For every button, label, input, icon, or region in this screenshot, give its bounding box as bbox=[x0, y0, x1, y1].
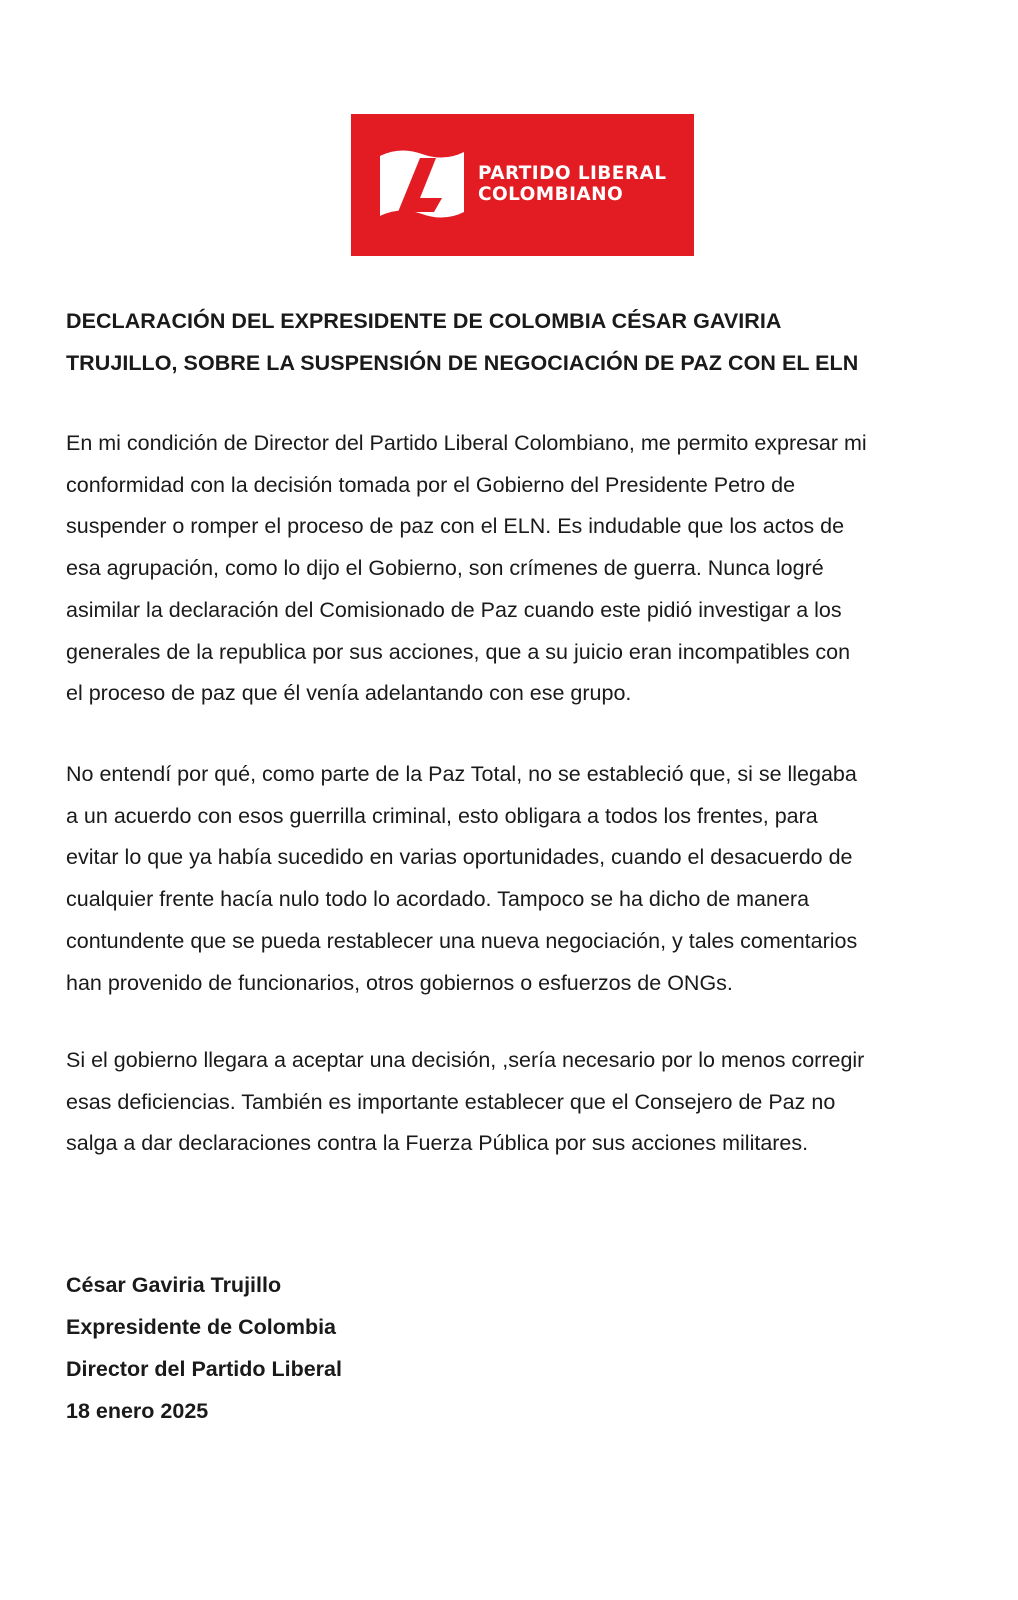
paragraph-2 bbox=[66, 754, 996, 1004]
title-line: DECLARACIÓN DEL EXPRESIDENTE DE COLOMBIA CÉSAR GAVIRIA bbox=[66, 309, 782, 333]
text-line: a un acuerdo con esos guerrilla criminal, esto obligara a todos los frentes, para bbox=[66, 803, 818, 828]
document-title bbox=[66, 300, 966, 384]
paragraph-3 bbox=[66, 1040, 996, 1165]
logo-wordmark bbox=[478, 163, 666, 205]
text-line: cualquier frente hacía nulo todo lo acordado. Tampoco se ha dicho de manera bbox=[66, 887, 810, 912]
text-line: suspender o romper el proceso de paz con el ELN. Es indudable que los actos de bbox=[66, 514, 845, 539]
text-line: salga a dar declaraciones contra la Fuerza Pública por sus acciones militares. bbox=[66, 1131, 809, 1156]
party-logo bbox=[351, 114, 694, 256]
text-line: esa agrupación, como lo dijo el Gobierno, son crímenes de guerra. Nunca logré bbox=[66, 556, 824, 581]
text-line: esas deficiencias. También es importante establecer que el Consejero de Paz no bbox=[66, 1089, 836, 1114]
signatory-role: Expresidente de Colombia bbox=[66, 1315, 337, 1339]
text-line: generales de la republica por sus acciones, que a su juicio eran incompatibles con bbox=[66, 639, 851, 664]
signature-block bbox=[66, 1264, 342, 1432]
flag-icon bbox=[376, 144, 468, 228]
text-line: el proceso de paz que él venía adelantando con ese grupo. bbox=[66, 681, 632, 706]
paragraph-1 bbox=[66, 423, 996, 715]
text-line: contundente que se pueda restablecer una nueva negociación, y tales comentarios bbox=[66, 928, 858, 953]
title-line: TRUJILLO, SOBRE LA SUSPENSIÓN DE NEGOCIACIÓN DE PAZ CON EL ELN bbox=[66, 351, 859, 375]
text-line: evitar lo que ya había sucedido en varias oportunidades, cuando el desacuerdo de bbox=[66, 845, 853, 870]
logo-line-2: COLOMBIANO bbox=[478, 184, 624, 205]
text-line: conformidad con la decisión tomada por el Gobierno del Presidente Petro de bbox=[66, 472, 796, 497]
text-line: No entendí por qué, como parte de la Paz Total, no se estableció que, si se llegaba bbox=[66, 762, 857, 786]
text-line: Si el gobierno llegara a aceptar una decisión, ,sería necesario por lo menos corregir bbox=[66, 1048, 865, 1072]
signature-date: 18 enero 2025 bbox=[66, 1399, 209, 1423]
text-line: En mi condición de Director del Partido Liberal Colombiano, me permito expresar mi bbox=[66, 431, 867, 455]
text-line: han provenido de funcionarios, otros gobiernos o esfuerzos de ONGs. bbox=[66, 970, 733, 995]
signatory-name: César Gaviria Trujillo bbox=[66, 1273, 282, 1297]
logo-line-1: PARTIDO LIBERAL bbox=[478, 163, 667, 184]
text-line: asimilar la declaración del Comisionado de Paz cuando este pidió investigar a los bbox=[66, 597, 842, 622]
signatory-role: Director del Partido Liberal bbox=[66, 1357, 342, 1381]
